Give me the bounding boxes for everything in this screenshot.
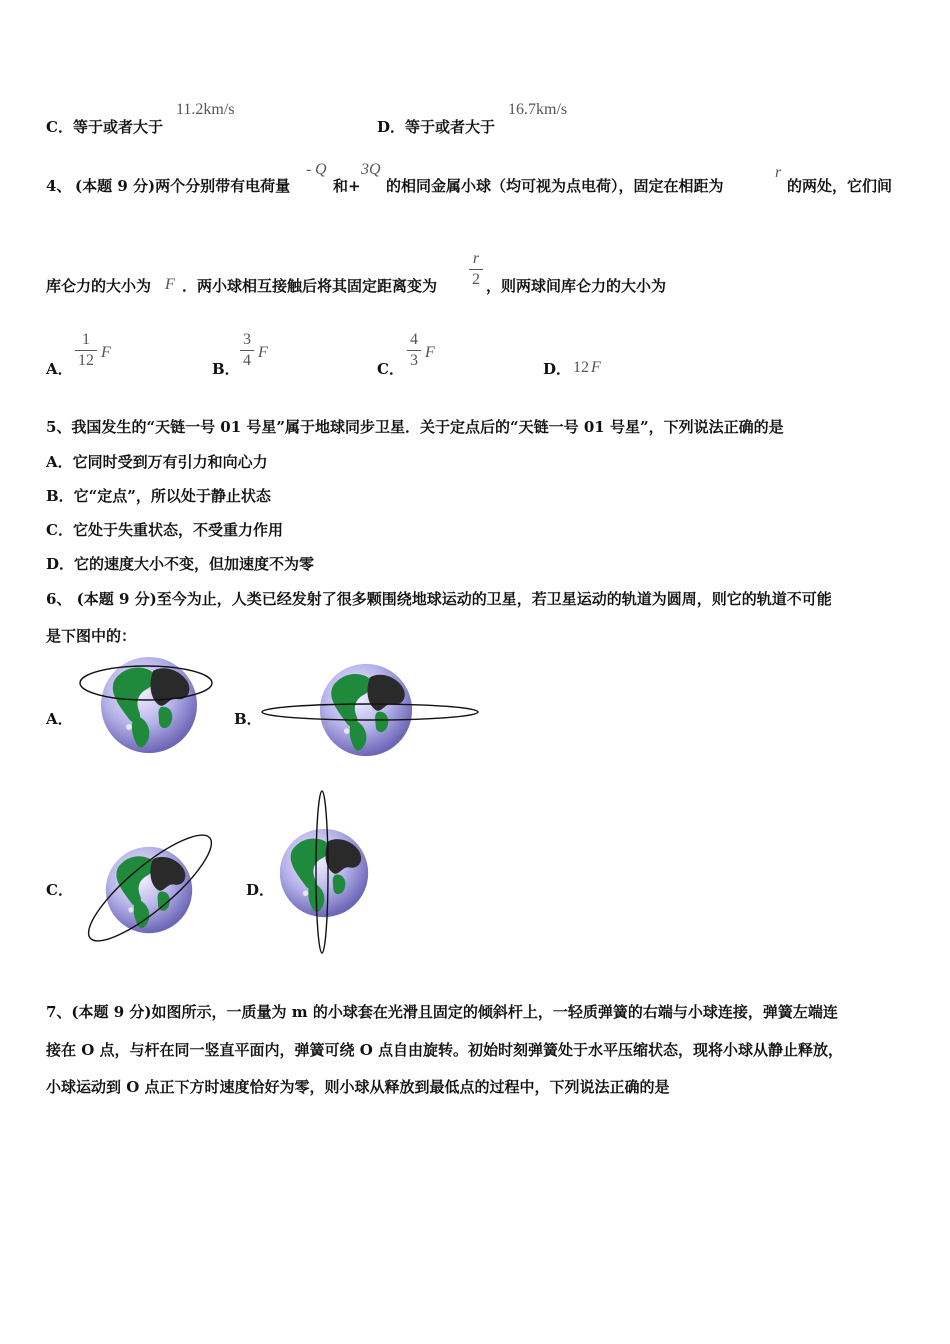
- q6-option-b-figure: [262, 660, 482, 760]
- q4-option-a-den: 12: [78, 352, 94, 369]
- q6-stem-line2: 是下图中的：: [46, 627, 137, 645]
- q4-r-symbol: r: [775, 164, 782, 181]
- q3-option-c-label: C．等于或者大于: [46, 118, 163, 136]
- q4-line2-b: ．两小球相互接触后将其固定距离变为: [182, 277, 438, 295]
- q4-fraction-r-over-2: [469, 250, 483, 289]
- q4-mid: 的相同金属小球（均可视为点电荷），固定在相距为: [386, 177, 724, 195]
- q4-option-b-symbol: F: [258, 344, 268, 361]
- q4-fraction-den: 2: [472, 271, 480, 288]
- q6-option-a-figure: [80, 655, 220, 755]
- q4-head: (本题 9 分)两个分别带有电荷量: [75, 177, 291, 195]
- q4-option-d-value: 12: [573, 359, 589, 376]
- q4-option-c-num: 4: [410, 331, 418, 348]
- q4-option-c-symbol: F: [425, 344, 435, 361]
- q4-and-plus: 和+: [333, 177, 361, 195]
- q7-line1: 7、(本题 9 分)如图所示，一质量为 m 的小球套在光滑且固定的倾斜杆上，一轻质弹簧的右端与小球连接，弹簧左端连: [46, 1003, 838, 1021]
- earth-globe-c: [106, 847, 192, 933]
- q6-option-c-label: C．: [46, 881, 73, 899]
- q7-line3: 小球运动到 O 点正下方时速度恰好为零，则小球从释放到最低点的过程中，下列说法正确的是: [46, 1078, 670, 1096]
- q4-option-b-bar: [240, 350, 254, 351]
- q4-neg-sign: -: [306, 161, 312, 178]
- q4-option-a-symbol: F: [101, 344, 111, 361]
- q6-option-d-label: D．: [246, 881, 275, 899]
- q4-option-b-den: 4: [243, 352, 251, 369]
- q6-option-b-label: B．: [234, 710, 262, 728]
- q5-option-a: A．它同时受到万有引力和向心力: [46, 453, 268, 471]
- q5-option-b: B．它“定点”，所以处于静止状态: [46, 487, 271, 505]
- q4-option-a-num: 1: [82, 331, 90, 348]
- q6-option-a-label: A．: [46, 710, 73, 728]
- q4-line2-a: 库仑力的大小为: [46, 277, 152, 295]
- q4-neg-q: Q: [315, 161, 327, 178]
- q3-option-d-value: 16.7km/s: [508, 101, 568, 118]
- q4-option-c-bar: [407, 350, 421, 351]
- q4-fraction-bar: [469, 269, 483, 270]
- q7-line2: 接在 O 点，与杆在同一竖直平面内，弹簧可绕 O 点自由旋转。初始时刻弹簧处于水平压缩状态，现将小球从静止释放，: [46, 1041, 844, 1059]
- earth-globe-d: [280, 829, 368, 917]
- q6-option-c-figure: [82, 825, 222, 955]
- q4-option-c-fraction: [407, 331, 421, 370]
- q6-option-d-figure: [274, 790, 374, 955]
- q4-option-a-fraction: [75, 331, 97, 370]
- q4-option-d-symbol: F: [591, 359, 601, 376]
- q4-option-d-label: D．: [543, 360, 572, 378]
- q5-option-d: D．它的速度大小不变，但加速度不为零: [46, 555, 315, 573]
- earth-globe-b: [320, 664, 412, 756]
- q4-option-b-num: 3: [243, 331, 251, 348]
- q4-f-symbol: F: [165, 276, 175, 293]
- q4-option-b-fraction: [240, 331, 254, 370]
- q5-option-c: C．它处于失重状态，不受重力作用: [46, 521, 283, 539]
- q4-tail: 的两处，它们间: [787, 177, 893, 195]
- q5-stem: 5、我国发生的“天链一号 01 号星”属于地球同步卫星．关于定点后的“天链一号 01 号星”，下列说法正确的是: [46, 418, 784, 436]
- q4-fraction-num: r: [472, 250, 480, 267]
- q6-stem-line1: 6、 (本题 9 分)至今为止，人类已经发射了很多颗围绕地球运动的卫星，若卫星运动的轨道为圆周，则它的轨道不可能: [46, 590, 832, 608]
- q4-pos-q: 3Q: [361, 161, 381, 178]
- q4-option-a-label: A．: [46, 360, 73, 378]
- q3-option-c-value: 11.2km/s: [176, 101, 235, 118]
- q4-option-c-den: 3: [410, 352, 418, 369]
- q4-option-b-label: B．: [212, 360, 240, 378]
- q4-option-c-label: C．: [377, 360, 404, 378]
- q4-number: 4、: [46, 177, 72, 195]
- q4-line2-c: ，则两球间库仑力的大小为: [486, 277, 667, 295]
- q4-option-a-bar: [75, 350, 97, 351]
- q3-option-d-label: D．等于或者大于: [377, 118, 496, 136]
- earth-globe-a: [101, 657, 197, 753]
